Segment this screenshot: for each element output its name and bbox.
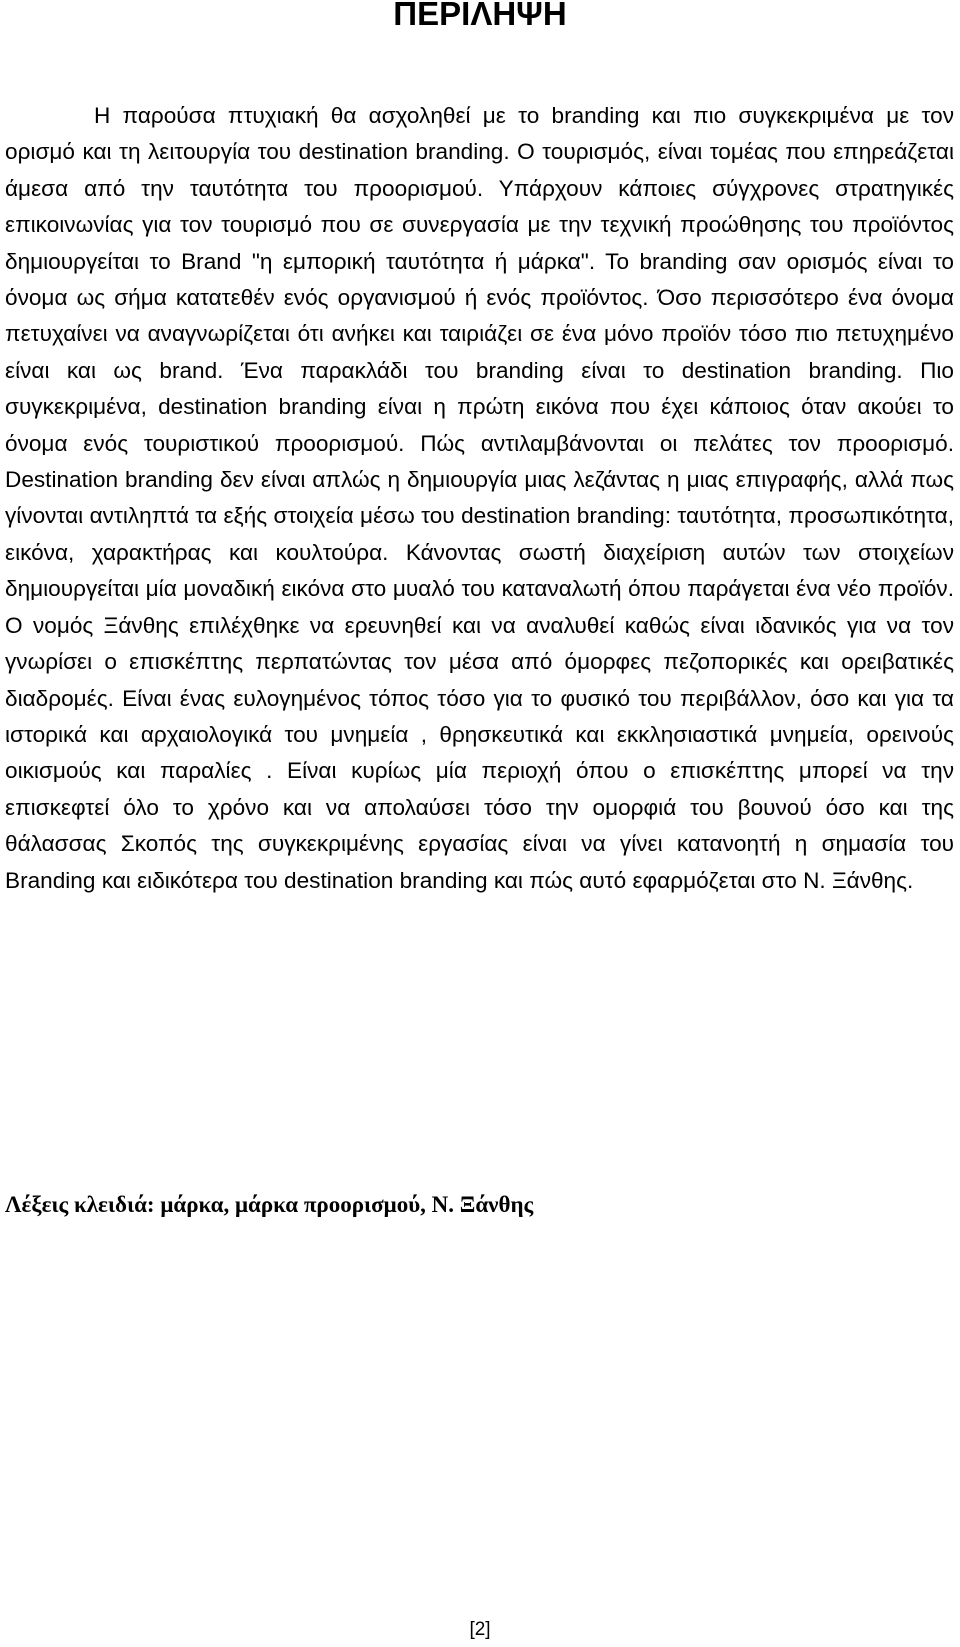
page-title: ΠΕΡΙΛΗΨΗ [393, 0, 567, 32]
page-number: [2] [469, 1619, 491, 1640]
abstract-paragraph: Η παρούσα πτυχιακή θα ασχοληθεί με το branding και πιο συγκεκριμένα με τον ορισμό και τη λειτουργία του destination branding. Ο τουρισμός, είναι τομέας που επηρεάζεται άμεσα από την ταυτότητα του προορισμού. Υπάρχουν κάποιες σύγχρονες στρατηγικές επικοινωνίας για τον τουρισμό που σε συνεργασία με την τεχνική προώθησης του προϊόντος δημιουργείται το Brand "η εμπορική ταυτότητα ή μάρκα". Το branding σαν ορισμός είναι το όνομα ως σήμα κατατεθέν ενός οργανισμού ή ενός προϊόντος. Όσο περισσότερο ένα όνομα πετυχαίνει να αναγνωρίζεται ότι ανήκει και ταιριάζει σε ένα μόνο προϊόν τόσο πιο πετυχημένο είναι και ως brand. Ένα παρακλάδι του branding είναι το destination branding. Πιο συγκεκριμένα, destination branding είναι η πρώτη εικόνα που έχει κάποιος όταν ακούει το όνομα ενός τουριστικού προορισμού. Πώς αντιλαμβάνονται οι πελάτες τον προορισμό. Destination branding δεν είναι απλώς η δημιουργία μιας λεζάντας η μιας επιγραφής, αλλά πως γίνονται αντιληπτά τα εξής στοιχεία μέσω του destination branding: ταυτότητα, προσωπικότητα, εικόνα, χαρακτήρας και κουλτούρα. Κάνοντας σωστή διαχείριση αυτών των στοιχείων δημιουργείται μία μοναδική εικόνα στο μυαλό του καταναλωτή όπου παράγεται ένα νέο προϊόν. Ο νομός Ξάνθης επιλέχθηκε να ερευνηθεί και να αναλυθεί καθώς είναι ιδανικός για να τον γνωρίσει ο επισκέπτης περπατώντας τον μέσα από όμορφες πεζοπορικές και ορειβατικές διαδρομές. Είναι ένας ευλογημένος τόπος τόσο για το φυσικό του περιβάλλον, όσο και για τα ιστορικά και αρχαιολογικά του μνημεία , θρησκευτικά και εκκλησιαστικά μνημεία, ορεινούς οικισμούς και παραλίες . Είναι κυρίως μία περιοχή όπου ο επισκέπτης μπορεί να την επισκεφτεί όλο το χρόνο και να απολαύσει τόσο την ομορφιά του βουνού όσο και της θάλασσας Σκοπός της συγκεκριμένης εργασίας είναι να γίνει κατανοητή η σημασία του Branding και ειδικότερα του destination branding και πώς αυτό εφαρμόζεται στο Ν. Ξάνθης. [5, 103, 954, 893]
keywords-line: Λέξεις κλειδιά: μάρκα, μάρκα προορισμού, Ν. Ξάνθης [5, 1192, 534, 1217]
